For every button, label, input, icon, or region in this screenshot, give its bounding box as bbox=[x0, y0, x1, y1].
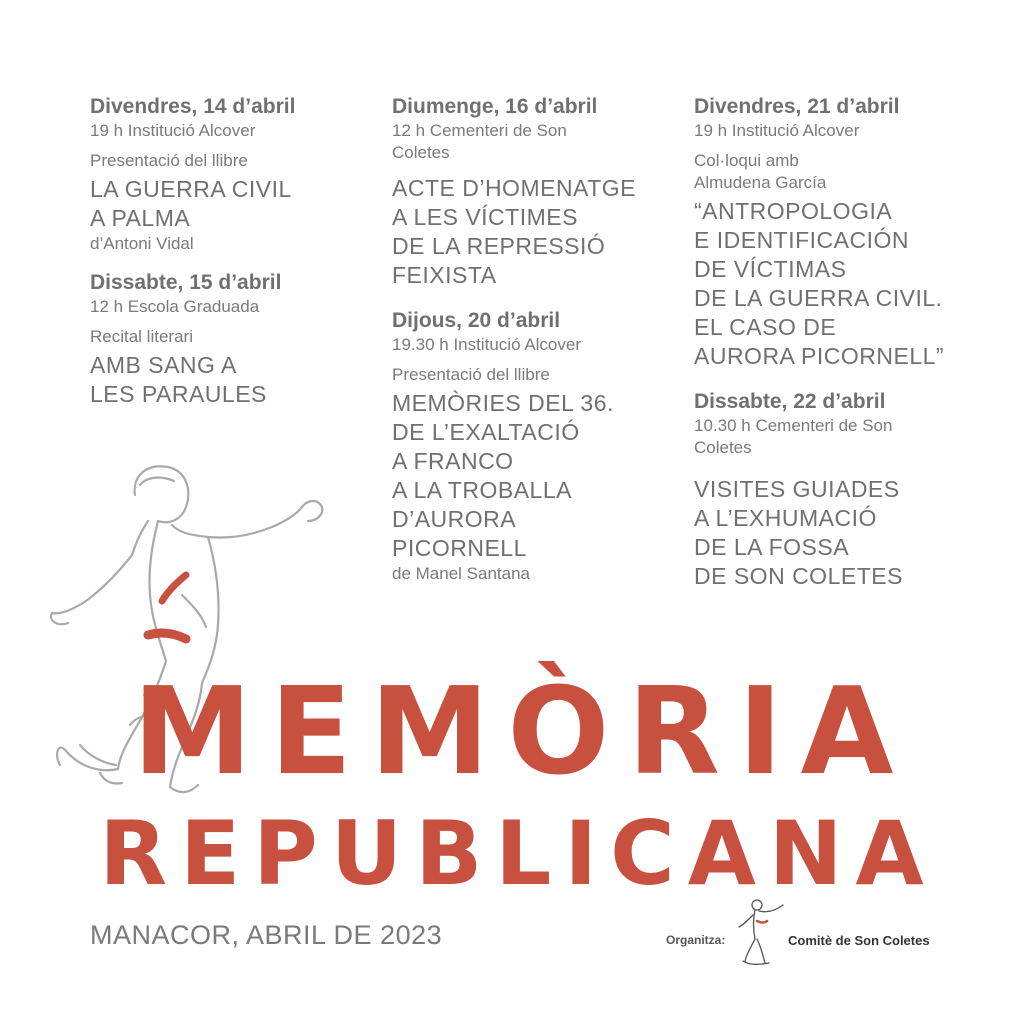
event-title-line: DE LA GUERRA CIVIL. bbox=[694, 285, 943, 311]
event-kind: Col·loqui amb bbox=[694, 151, 799, 170]
headline-line-2: REPUBLICANA bbox=[99, 802, 937, 905]
event-title-line: ACTE D’HOMENATGE bbox=[392, 175, 636, 201]
event-22-april bbox=[694, 389, 994, 591]
event-time: 19 h Institució Alcover bbox=[694, 121, 860, 140]
event-title-line: FEIXISTA bbox=[392, 262, 497, 288]
event-title-line: DE SON COLETES bbox=[694, 563, 903, 589]
event-title bbox=[392, 174, 692, 290]
event-title-line: DE LA FOSSA bbox=[694, 534, 850, 560]
event-date: Dissabte, 15 d’abril bbox=[90, 271, 282, 294]
event-title bbox=[694, 197, 994, 371]
event-author: d’Antoni Vidal bbox=[90, 234, 194, 253]
event-title-line: DE VÍCTIMAS bbox=[694, 256, 847, 282]
footer-place-date: MANACOR, ABRIL DE 2023 bbox=[90, 920, 443, 950]
event-title bbox=[90, 175, 390, 233]
event-title-line: DE LA REPRESSIÓ bbox=[392, 233, 606, 259]
headline-line-1: MEMÒRIA bbox=[132, 663, 912, 802]
event-21-april bbox=[694, 94, 994, 371]
event-title-line: PICORNELL bbox=[392, 535, 527, 561]
event-title-line: DE L’EXALTACIÓ bbox=[392, 419, 580, 445]
event-title-line: LES PARAULES bbox=[90, 381, 267, 407]
event-title-line: AMB SANG A bbox=[90, 352, 237, 378]
event-date: Dissabte, 22 d’abril bbox=[694, 390, 886, 413]
event-time-cont: Coletes bbox=[392, 143, 450, 162]
event-20-april bbox=[392, 308, 692, 584]
column-3 bbox=[694, 94, 994, 601]
event-kind: Recital literari bbox=[90, 327, 193, 346]
column-1 bbox=[90, 94, 390, 419]
event-16-april bbox=[392, 94, 692, 290]
event-title bbox=[392, 389, 692, 563]
event-kind-cont: Almudena García bbox=[694, 173, 827, 192]
organizer-label: Organitza: bbox=[666, 933, 726, 947]
event-time: 19.30 h Institució Alcover bbox=[392, 335, 582, 354]
event-14-april bbox=[90, 94, 390, 254]
event-title-line: E IDENTIFICACIÓN bbox=[694, 227, 910, 253]
event-title-line: VISITES GUIADES bbox=[694, 476, 900, 502]
event-date: Divendres, 14 d’abril bbox=[90, 95, 296, 118]
event-date: Diumenge, 16 d’abril bbox=[392, 95, 598, 118]
event-title bbox=[694, 475, 994, 591]
column-2 bbox=[392, 94, 692, 594]
event-title-line: EL CASO DE bbox=[694, 314, 837, 340]
comite-logo-icon bbox=[735, 895, 791, 967]
event-title-line: “ANTROPOLOGIA bbox=[694, 198, 893, 224]
event-time: 10.30 h Cementeri de Son bbox=[694, 416, 893, 435]
event-title-line: A LES VÍCTIMES bbox=[392, 204, 578, 230]
event-title-line: LA GUERRA CIVIL bbox=[90, 176, 292, 202]
event-title-line: A L’EXHUMACIÓ bbox=[694, 505, 877, 531]
event-date: Divendres, 21 d’abril bbox=[694, 95, 900, 118]
organizer-name: Comitè de Son Coletes bbox=[788, 933, 930, 948]
event-kind: Presentació del llibre bbox=[392, 365, 550, 384]
event-title-line: AURORA PICORNELL” bbox=[694, 343, 945, 369]
event-title-line: D’AURORA bbox=[392, 506, 517, 532]
event-title-line: A LA TROBALLA bbox=[392, 477, 572, 503]
event-title-line: A PALMA bbox=[90, 205, 191, 231]
event-kind: Presentació del llibre bbox=[90, 151, 248, 170]
event-time-cont: Coletes bbox=[694, 438, 752, 457]
event-date: Dijous, 20 d’abril bbox=[392, 309, 561, 332]
event-title bbox=[90, 351, 390, 409]
event-time: 19 h Institució Alcover bbox=[90, 121, 256, 140]
event-author: de Manel Santana bbox=[392, 564, 530, 583]
event-15-april bbox=[90, 270, 390, 409]
event-time: 12 h Escola Graduada bbox=[90, 297, 260, 316]
event-title-line: MEMÒRIES DEL 36. bbox=[392, 390, 614, 416]
event-time: 12 h Cementeri de Son bbox=[392, 121, 567, 140]
event-title-line: A FRANCO bbox=[392, 448, 514, 474]
